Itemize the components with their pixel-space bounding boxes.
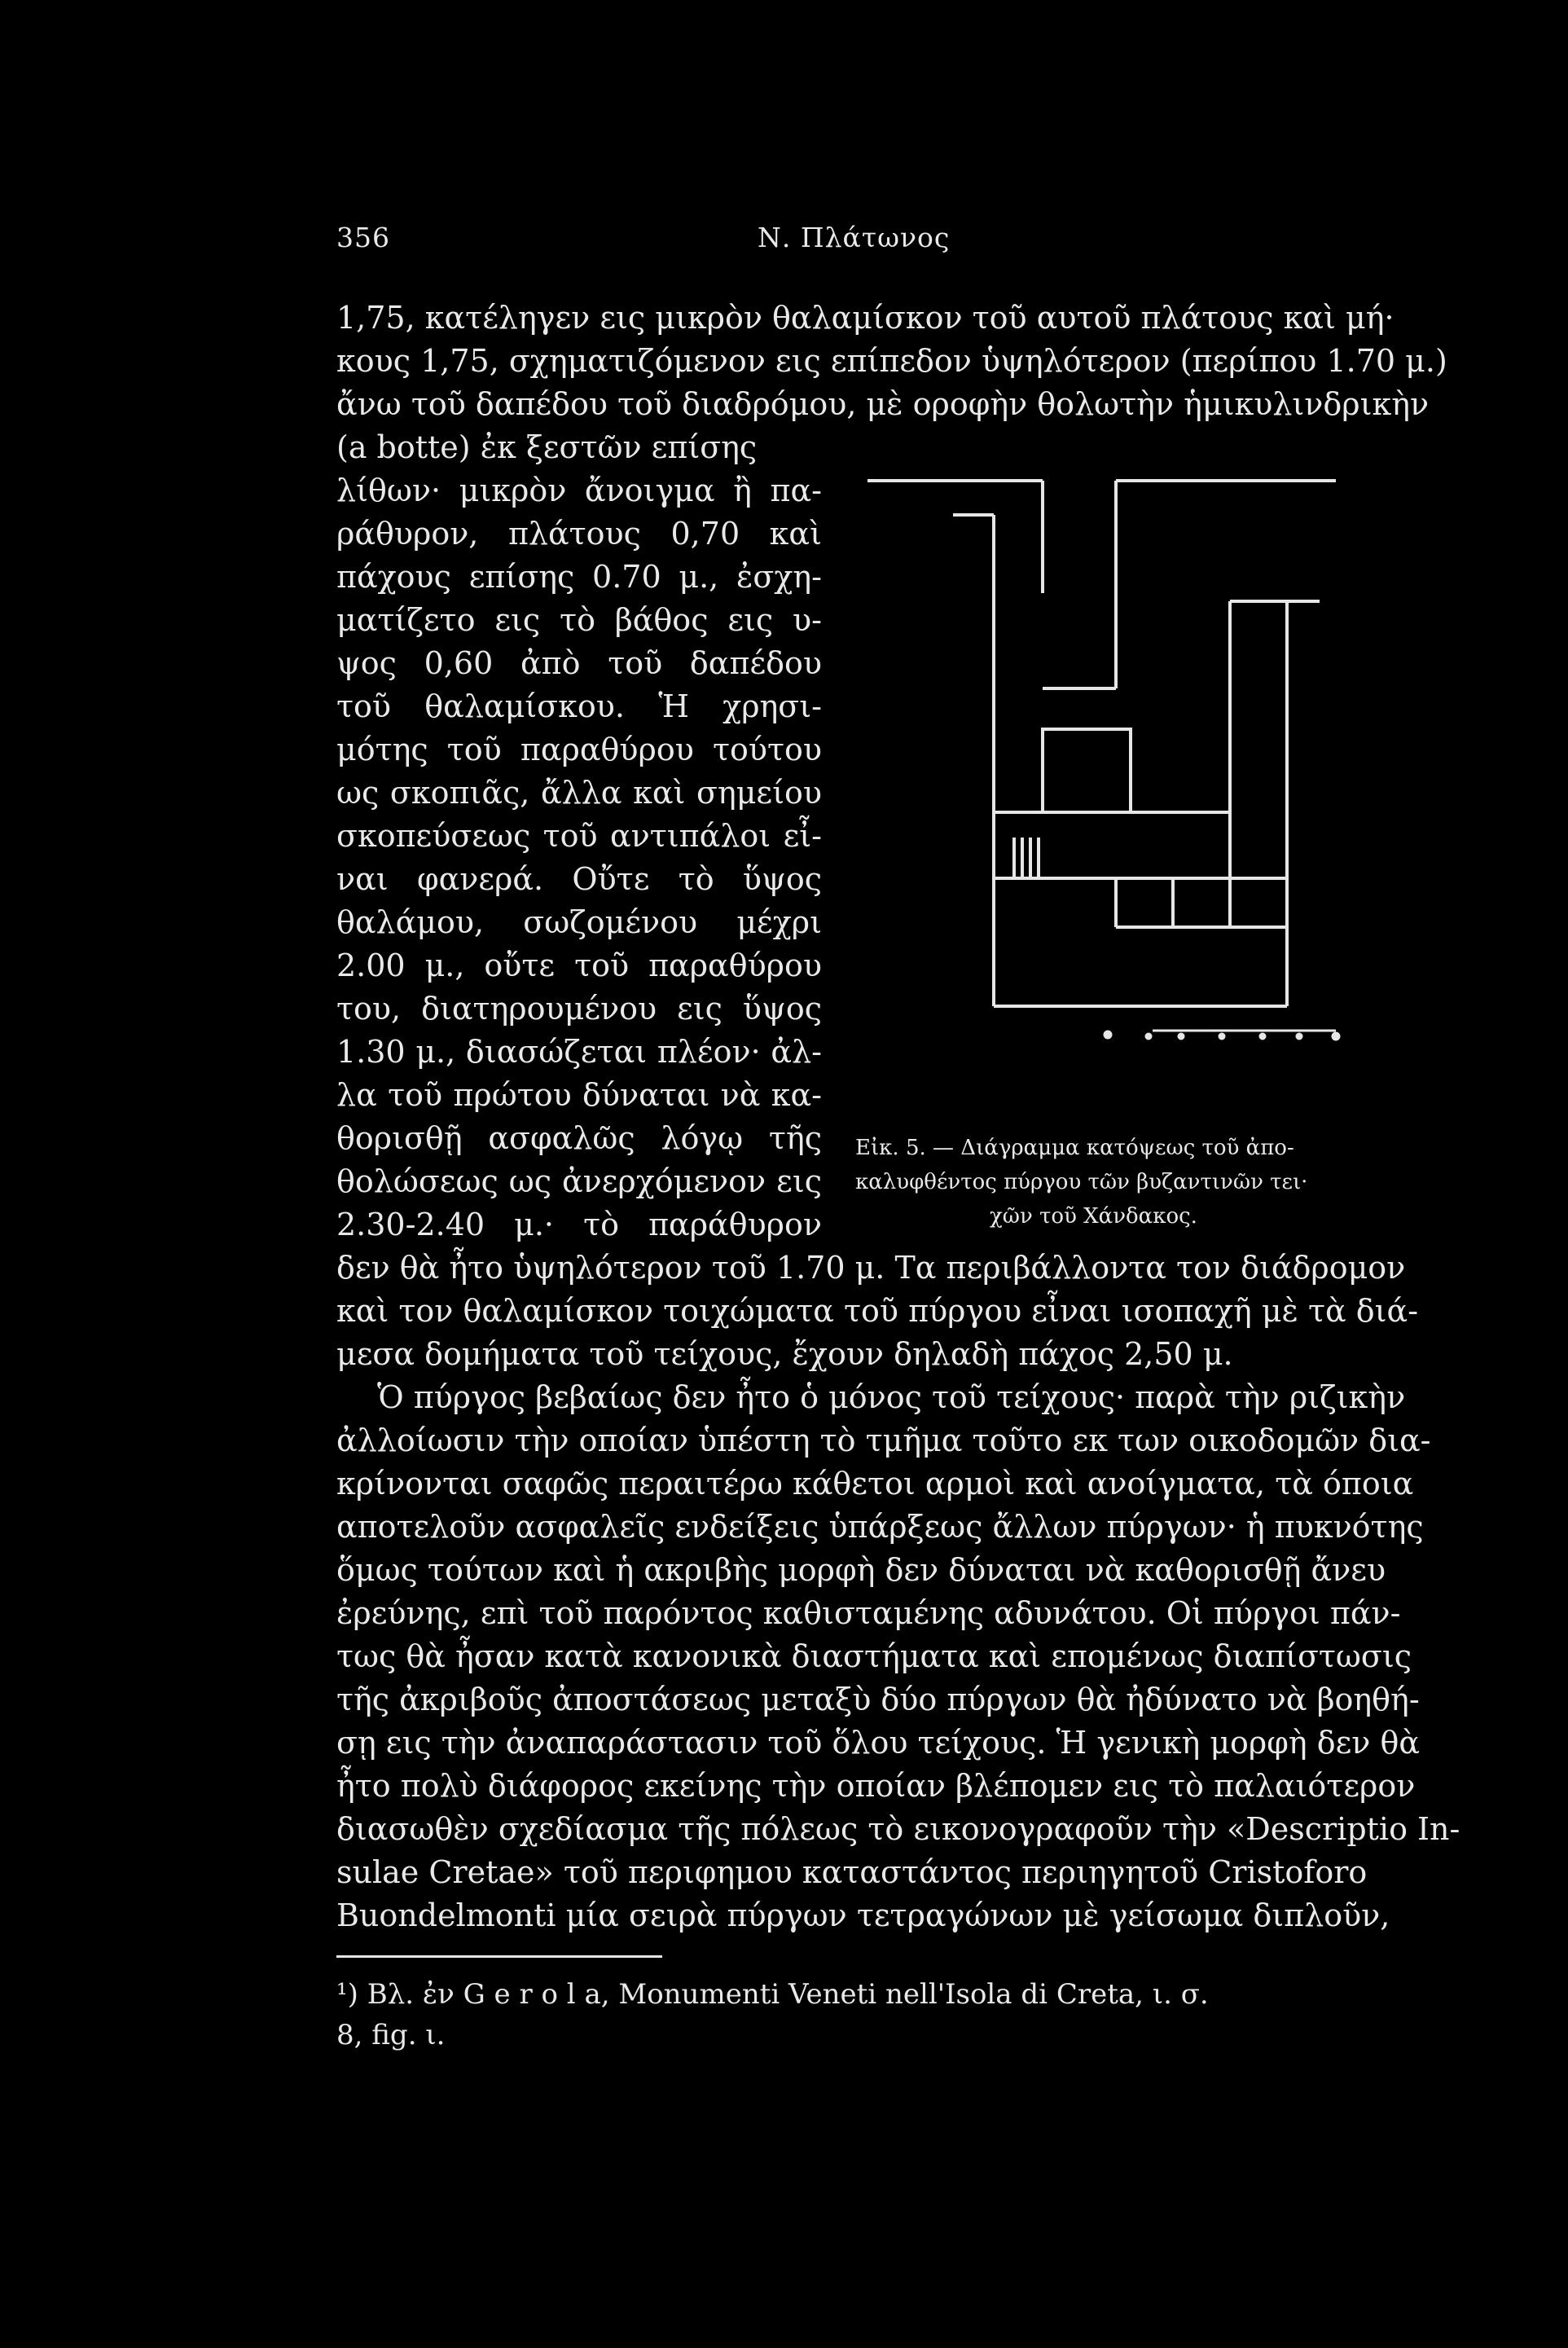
- text-line: σκοπεύσεως τοῦ αντιπάλοι εἶ-: [336, 818, 822, 854]
- text-line: ναι φανερά. Οὔτε τὸ ὕψος: [336, 861, 822, 897]
- text-line: ἄνω τοῦ δαπέδου τοῦ διαδρόμου, μὲ οροφὴν θολωτὴν ἡμικυλινδρικὴν: [336, 386, 1430, 422]
- text-line: δεν θὰ ἦτο ὑψηλότερον τοῦ 1.70 μ. Τα περιβάλλοντα τον διάδρομον: [336, 1250, 1406, 1286]
- text-line: σῃ εις τὴν ἀναπαράστασιν τοῦ ὅλου τείχους. Ἡ γενικὴ μορφὴ δεν θὰ: [336, 1725, 1420, 1761]
- text-line: (a botte) ἐκ ξεστῶν επίσης: [336, 429, 758, 465]
- caption-line: Εἰκ. 5. — Διάγραμμα κατόψεως τοῦ ἀπο-: [855, 1136, 1294, 1160]
- text-line: αποτελοῦν ασφαλεῖς ενδείξεις ὑπάρξεως ἄλλων πύργων· ἡ πυκνότης: [336, 1509, 1424, 1545]
- text-line: καὶ τον θαλαμίσκον τοιχώματα τοῦ πύργου εἶναι ισοπαχῆ μὲ τὰ διά-: [336, 1293, 1419, 1329]
- scale-tick: [1333, 1033, 1339, 1040]
- text-line: ἀλλοίωσιν τὴν οποίαν ὑπέστη τὸ τμῆμα τοῦτο εκ των οικοδομῶν δια-: [336, 1422, 1431, 1458]
- text-line: Ὁ πύργος βεβαίως δεν ἦτο ὁ μόνος τοῦ τείχους· παρὰ τὴν ριζικὴν: [377, 1379, 1406, 1415]
- scale-tick: [1105, 1031, 1111, 1038]
- text-line: ὅμως τούτων καὶ ἡ ακριβὴς μορφὴ δεν δύναται νὰ καθορισθῇ ἄνευ: [336, 1552, 1386, 1588]
- running-title: Ν. Πλάτωνος: [758, 222, 951, 253]
- text-line: κρίνονται σαφῶς περαιτέρω κάθετοι αρμοὶ καὶ ανοίγματα, τὰ όποια: [336, 1466, 1414, 1502]
- scale-tick: [1146, 1034, 1151, 1039]
- text-line: Buondelmonti μία σειρὰ πύργων τετραγώνων μὲ γείσωμα διπλοῦν,: [336, 1897, 1390, 1933]
- caption-line: χῶν τοῦ Χάνδακος.: [990, 1204, 1197, 1229]
- text-line: πάχους επίσης 0.70 μ., ἐσχη-: [336, 559, 822, 595]
- text-line: θολώσεως ως ἀνερχόμενον εις: [336, 1163, 822, 1199]
- footnote-rule: [336, 1955, 662, 1958]
- scale-tick: [1219, 1034, 1224, 1039]
- text-line: λα τοῦ πρώτου δύναται νὰ κα-: [336, 1077, 822, 1113]
- text-line: μεσα δομήματα τοῦ τείχους, ἔχουν δηλαδὴ πάχος 2,50 μ.: [336, 1336, 1233, 1372]
- page-number: 356: [336, 222, 390, 253]
- text-line: τῆς ἀκριβοῦς ἀποστάσεως μεταξὺ δύο πύργων θὰ ἠδύνατο νὰ βοηθή-: [336, 1682, 1420, 1717]
- tower-plan-diagram: [847, 456, 1368, 1075]
- text-line: 1,75, κατέληγεν εις μικρὸν θαλαμίσκον τοῦ αυτοῦ πλάτους καὶ μή·: [336, 300, 1395, 336]
- text-line: ματίζετο εις τὸ βάθος εις υ-: [336, 602, 822, 638]
- chamber-outline: [1043, 729, 1131, 812]
- text-line: τως θὰ ἦσαν κατὰ κανονικὰ διαστήματα καὶ επομένως διαπίστωσις: [336, 1638, 1412, 1674]
- footnote-line: ¹) Βλ. ἐν G e r o l a, Monumenti Veneti nell'Isola di Creta, ι. σ.: [336, 1978, 1209, 2011]
- caption-line: καλυφθέντος πύργου τῶν βυζαντινῶν τει·: [855, 1170, 1308, 1194]
- text-line: τοῦ θαλαμίσκου. Ἡ χρησι-: [336, 688, 822, 724]
- text-line: ἦτο πολὺ διάφορος εκείνης τὴν οποίαν βλέπομεν εις τὸ παλαιότερον: [336, 1768, 1416, 1804]
- text-line: 2.30-2.40 μ.· τὸ παράθυρον: [336, 1207, 822, 1242]
- text-line: 1.30 μ., διασώζεται πλέον· ἀλ-: [336, 1034, 822, 1070]
- text-line: διασωθὲν σχεδίασμα τῆς πόλεως τὸ εικονογραφοῦν τὴν «Descriptio In-: [336, 1811, 1460, 1847]
- text-line: 2.00 μ., οὔτε τοῦ παραθύρου: [336, 948, 822, 983]
- text-line: μότης τοῦ παραθύρου τούτου: [336, 732, 822, 767]
- text-line: sulae Cretae» τοῦ περιφημου καταστάντος περιηγητοῦ Cristoforo: [336, 1854, 1368, 1890]
- scale-tick: [1260, 1034, 1265, 1039]
- text-line: ἐρεύνης, επὶ τοῦ παρόντος καθισταμένης αδυνάτου. Οἱ πύργοι πάν-: [336, 1595, 1401, 1631]
- text-line: του, διατηρουμένου εις ὕψος: [336, 991, 822, 1027]
- footnote-line: 8, fig. ι.: [336, 2019, 446, 2051]
- text-line: κους 1,75, σχηματιζόμενον εις επίπεδον ὑψηλότερον (περίπου 1.70 μ.): [336, 343, 1447, 379]
- text-line: ράθυρον, πλάτους 0,70 καὶ: [336, 516, 822, 552]
- scale-tick: [1179, 1034, 1184, 1039]
- scale-tick: [1297, 1034, 1302, 1039]
- text-line: λίθων· μικρὸν ἄνοιγμα ἢ πα-: [336, 473, 822, 508]
- text-line: ψος 0,60 ἀπὸ τοῦ δαπέδου: [336, 645, 822, 681]
- text-line: θορισθῇ ασφαλῶς λόγῳ τῆς: [336, 1120, 822, 1156]
- text-line: θαλάμου, σωζομένου μέχρι: [336, 904, 822, 940]
- text-line: ως σκοπιᾶς, ἄλλα καὶ σημείου: [336, 775, 822, 811]
